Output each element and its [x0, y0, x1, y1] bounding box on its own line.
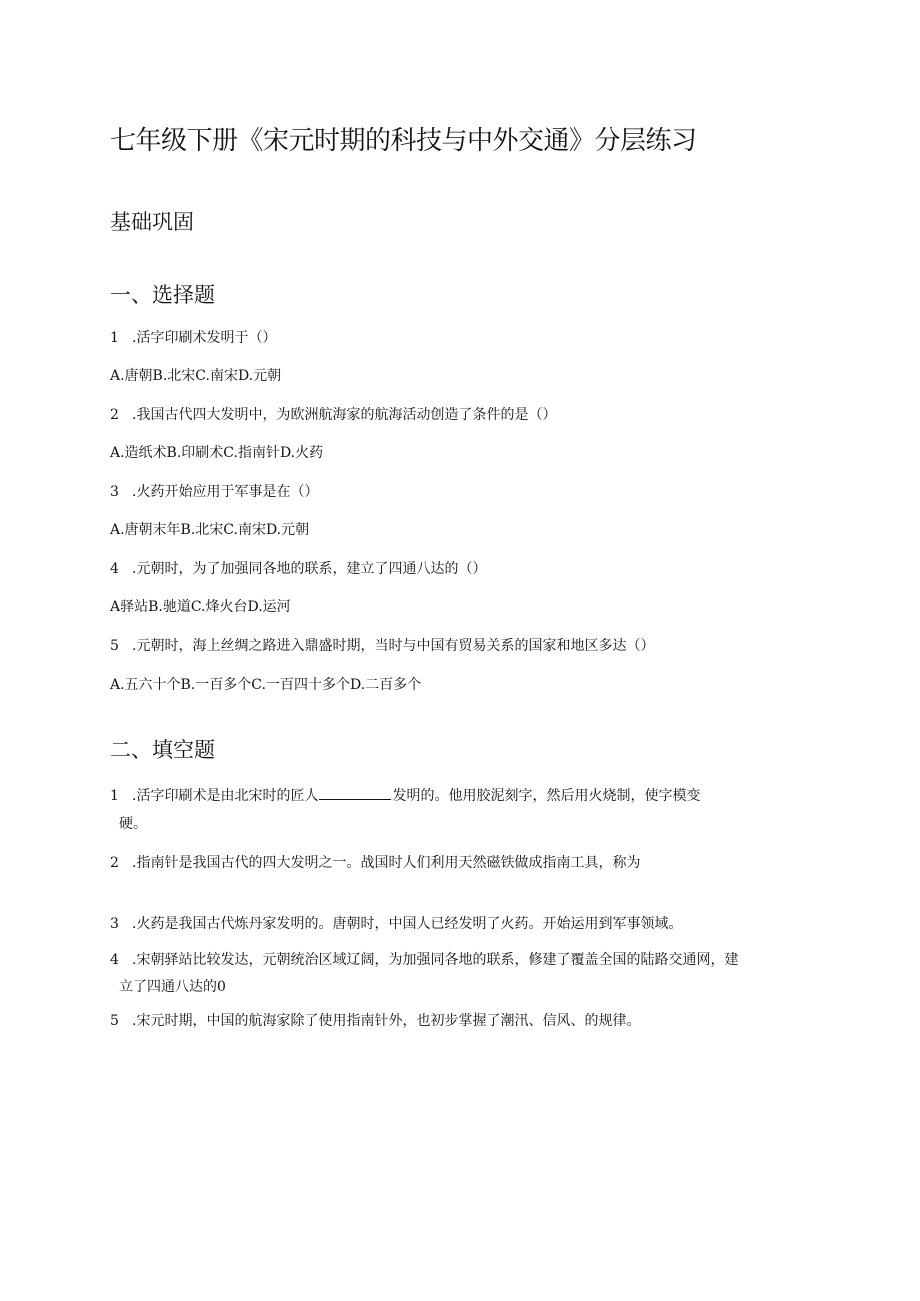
- question-text-after-blank: 发明的。他用胶泥刻字，然后用火烧制，使字模变: [392, 788, 701, 804]
- fill-question-3: [110, 914, 682, 934]
- fill-question-5: [110, 1011, 640, 1031]
- choice-question-4: [110, 559, 486, 579]
- choice-question-2: [110, 405, 556, 425]
- page-title: 七年级下册《宋元时期的科技与中外交通》分层练习: [110, 126, 697, 156]
- question-number: 3: [110, 916, 119, 932]
- choice-question-5: [110, 636, 654, 656]
- question-text: .活字印刷术发明于（）: [132, 330, 277, 346]
- fill-question-4-continuation: 立了四通八达的0: [119, 979, 226, 995]
- question-text: .指南针是我国古代的四大发明之一。战国时人们利用天然磁铁做成指南工具，称为: [132, 855, 641, 871]
- fill-section-heading: 二、填空题: [110, 738, 215, 762]
- question-text: .我国古代四大发明中，为欧洲航海家的航海活动创造了条件的是（）: [132, 407, 557, 423]
- choice-section-heading: 一、选择题: [110, 283, 215, 307]
- question-text: .宋元时期，中国的航海家除了使用指南针外，也初步掌握了潮汛、信风、的规律。: [132, 1013, 641, 1029]
- choice-options-4: A驿站B.驰道C.烽火台D.运河: [110, 599, 291, 615]
- question-text: .元朝时，海上丝绸之路进入鼎盛时期，当时与中国有贸易关系的国家和地区多达（）: [132, 638, 655, 654]
- question-number: 3: [110, 484, 119, 500]
- fill-question-2: [110, 853, 640, 873]
- question-text-before-blank: .活字印刷术是由北宋时的匠人: [132, 788, 319, 804]
- fill-question-1-continuation: 硬。: [119, 816, 147, 832]
- fill-question-1: [110, 785, 700, 806]
- choice-options-3: A.唐朝末年B.北宋C.南宋D.元朝: [110, 522, 310, 538]
- question-number: 1: [110, 330, 119, 346]
- question-number: 1: [110, 788, 119, 804]
- question-text: .元朝时，为了加强同各地的联系，建立了四通八达的（）: [132, 561, 487, 577]
- choice-question-3: [110, 482, 318, 502]
- question-number: 2: [110, 855, 119, 871]
- question-number: 4: [110, 561, 119, 577]
- question-number: 5: [110, 1013, 119, 1029]
- choice-options-1: A.唐朝B.北宋C.南宋D.元朝: [110, 368, 282, 384]
- level-heading: 基础巩固: [110, 210, 194, 234]
- fill-question-4: [110, 950, 738, 970]
- question-text: .宋朝驿站比较发达，元朝统治区域辽阔，为加强同各地的联系，修建了覆盖全国的陆路交通网，建: [132, 952, 739, 968]
- question-number: 4: [110, 952, 119, 968]
- question-text: .火药是我国古代炼丹家发明的。唐朝时，中国人已经发明了火药。开始运用到军事领域。: [132, 916, 683, 932]
- question-number: 5: [110, 638, 119, 654]
- answer-blank[interactable]: [319, 785, 391, 800]
- question-number: 2: [110, 407, 119, 423]
- choice-options-2: A.造纸术B.印刷术C.指南针D.火药: [110, 445, 324, 461]
- choice-options-5: A.五六十个B.一百多个C.一百四十多个D.二百多个: [110, 677, 422, 693]
- question-text: .火药开始应用于军事是在（）: [132, 484, 319, 500]
- choice-question-1: [110, 328, 276, 348]
